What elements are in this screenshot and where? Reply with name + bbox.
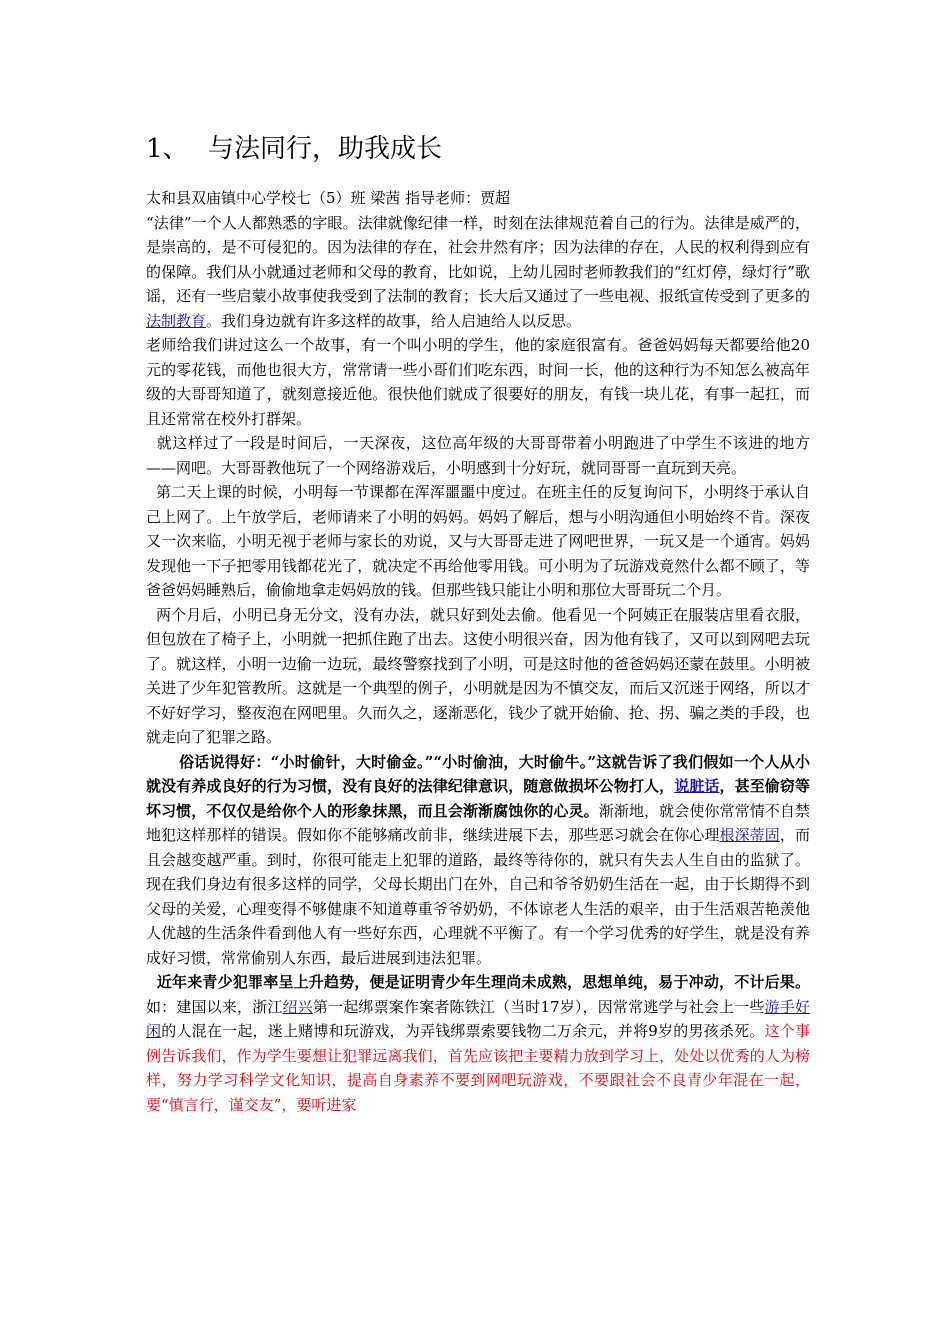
link-shaoxing[interactable]: 绍兴 <box>282 997 313 1016</box>
paragraph-5: 两个月后，小明已身无分文，没有办法，就只好到处去偷。他看见一个阿姨正在服装店里看衣服，但包放在了椅子上，小明就一把抓住跑了出去。这使小明很兴奋，因为他有钱了，又可以到网吧去玩了。就这样，小明一边偷一边玩，最终警察找到了小明，可是这时他的爸爸妈妈还蒙在鼓里。小明被关进了少年犯管教所。这就是一个典型的例子，小明就是因为不慎交友，而后又沉迷于网络，所以才不好好学习，整夜泡在网吧里。久而久之，逐渐恶化，钱少了就开始偷、抢、拐、骗之类的手段，也就走向了犯罪之路。 <box>146 605 810 746</box>
bold-run: ，甚至偷窃等坏习惯，不仅仅是给你个人的形象抹黑，而且会渐渐腐蚀你的心灵。 <box>146 777 810 820</box>
text-run: 第一起绑票案作案者陈铁江（当时17岁），因常常逃学与社会上一些 <box>312 997 765 1016</box>
red-text-run: 这个事例告诉我们，作为学生要想让犯罪远离我们，首先应该把主要精力放到学习上，处处以优秀的人为榜样，努力学习科学文化知识，提高自身素养不要到网吧玩游戏，不要跟社会不良青少年混在一起，要“慎言行，谨交友”，要听进家 <box>146 1022 810 1114</box>
text-run: 渐渐地，就会使你常常情不自禁地犯这样那样的错误。假如你不能够痛改前非，继续进展下去，那些恶习就会在你心理 <box>146 801 810 844</box>
paragraph-7 <box>146 970 810 1117</box>
author-byline: 太和县双庙镇中心学校七（5）班 梁茜 指导老师：贾超 <box>146 189 511 207</box>
title-text: 与法同行，助我成长 <box>208 134 443 164</box>
link-idle[interactable]: 游手好闲 <box>146 997 810 1040</box>
paragraph-2: 老师给我们讲过这么一个故事，有一个叫小明的学生，他的家庭很富有。爸爸妈妈每天都要给他20元的零花钱，而他也很大方，常常请一些小哥们们吃东西，时间一长，他的这种行为不知怎么被高年级的大哥哥知道了，就刻意接近他。很快他们就成了很要好的朋友，有钱一块儿花，有事一起扛，而且还常常在校外打群架。 <box>146 336 810 428</box>
link-dirty-words[interactable]: 说脏话 <box>674 777 720 795</box>
paragraph-1 <box>146 211 810 334</box>
title-number: 1、 <box>146 134 189 164</box>
text-run: ，而且会越变越严重。到时，你很可能走上犯罪的道路，最终等待你的，就只有失去人生自由的监狱了。现在我们身边有很多这样的同学，父母长期出门在外，自己和爷爷奶奶生活在一起，由于长期得不到父母的关爱，心理变得不够健康不知道尊重爷爷奶奶，不体谅老人生活的艰辛，由于生活艰苦艳羡他人优越的生活条件看到他人有一些好东西，心理就不平衡了。有一个学习优秀的好学生，就是没有养成好习惯，常常偷别人东西，最后进展到违法犯罪。 <box>146 826 810 967</box>
text-run: 。我们身边就有许多这样的故事，给人启迪给人以反思。 <box>206 311 582 330</box>
bold-run: 俗话说得好：“小时偷针，大时偷金。”“小时偷油，大时偷牛。”这就告诉了我们假如一个人从小就没有养成良好的行为习惯，没有良好的法律纪律意识，随意做损坏公物打人， <box>146 752 810 795</box>
text-run: 如：建国以来，浙江 <box>146 997 283 1016</box>
text-run: “法律”一个人人都熟悉的字眼。法律就像纪律一样，时刻在法律规范着自己的行为。法律是威严的，是崇高的，是不可侵犯的。因为法律的存在，社会井然有序；因为法律的存在，人民的权利得到应有的保障。我们从小就通过老师和父母的教育，比如说，上幼儿园时老师教我们的“红灯停，绿灯行”歌谣，还有一些启蒙小故事使我受到了法制的教育；长大后又通过了一些电视、报纸宣传受到了更多的 <box>146 213 810 305</box>
link-deep-rooted[interactable]: 根深蒂固 <box>719 826 780 844</box>
link-legal-education[interactable]: 法制教育 <box>146 311 207 330</box>
document-page <box>146 128 810 1117</box>
article-title <box>146 128 810 170</box>
paragraph-6 <box>146 750 810 971</box>
bold-run: 近年来青少犯罪率呈上升趋势，便是证明青少年生理尚未成熟，思想单纯，易于冲动，不计后果。 <box>146 973 810 991</box>
paragraph-4: 第二天上课的时候，小明每一节课都在浑浑噩噩中度过。在班主任的反复询问下，小明终于承认自己上网了。上午放学后，老师请来了小明的妈妈。妈妈了解后，想与小明沟通但小明始终不肯。深夜又一次来临，小明无视于老师与家长的劝说，又与大哥哥走进了网吧世界，一玩又是一个通宵。妈妈发现他一下子把零用钱都花光了，就决定不再给他零用钱。可小明为了玩游戏竟然什么都不顾了，等爸爸妈妈睡熟后，偷偷地拿走妈妈放的钱。但那些钱只能让小明和那位大哥哥玩二个月。 <box>146 483 810 599</box>
text-run: 的人混在一起，迷上赌博和玩游戏，为弄钱绑票索要钱物二万余元，并将9岁的男孩杀死。 <box>161 1022 765 1040</box>
paragraph-3: 就这样过了一段是时间后，一天深夜，这位高年级的大哥哥带着小明跑进了中学生不该进的地方——网吧。大哥哥教他玩了一个网络游戏后，小明感到十分好玩，就同哥哥一直玩到天亮。 <box>146 434 810 477</box>
